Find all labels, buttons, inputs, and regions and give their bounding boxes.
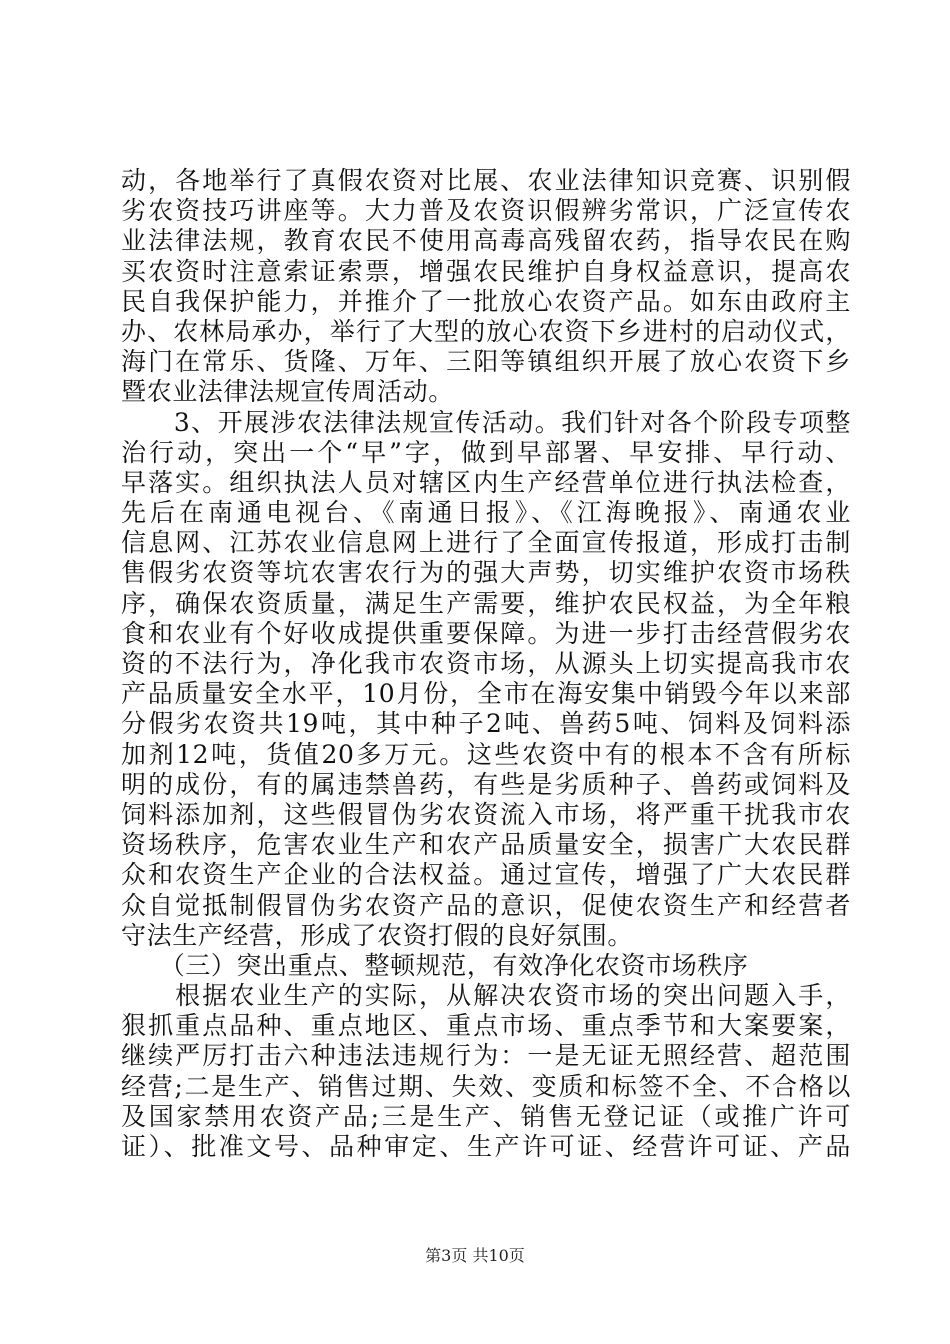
body-line: 及国家禁用农资产品;三是生产、销售无登记证（或推广许可 [121,1101,851,1131]
body-line: 资场秩序，危害农业生产和农产品质量安全，损害广大农民群 [121,830,851,860]
body-line: 分假劣农资共19吨，其中种子2吨、兽药5吨、饲料及饲料添 [121,709,851,739]
body-line: 动，各地举行了真假农资对比展、农业法律知识竞赛、识别假 [121,166,851,195]
document-body [121,166,851,1162]
body-line: 众和农资生产企业的合法权益。通过宣传，增强了广大农民群 [121,860,851,890]
body-line: 民自我保护能力，并推介了一批放心农资产品。如东由政府主 [121,286,851,316]
body-line: 众自觉抵制假冒伪劣农资产品的意识，促使农资生产和经营者 [121,890,851,920]
body-line: 资的不法行为，净化我市农资市场，从源头上切实提高我市农 [121,649,851,678]
section-heading: （三）突出重点、整顿规范，有效净化农资市场秩序 [121,950,749,980]
body-line: 海门在常乐、货隆、万年、三阳等镇组织开展了放心农资下乡 [121,347,851,377]
body-line: 狠抓重点品种、重点地区、重点市场、重点季节和大案要案， [121,1011,851,1041]
body-line: 暨农业法律法规宣传周活动。 [121,377,454,407]
body-line: 食和农业有个好收成提供重要保障。为进一步打击经营假劣农 [121,618,851,648]
page-number: 第3页 共10页 [425,1246,525,1265]
body-line: 早落实。组织执法人员对辖区内生产经营单位进行执法检查， [121,467,851,497]
body-line: 治行动，突出一个“早”字，做到早部署、早安排、早行动、 [121,437,851,467]
body-line: 继续严厉打击六种违法违规行为：一是无证无照经营、超范围 [121,1041,851,1071]
body-line: 序，确保农资质量，满足生产需要，维护农民权益，为全年粮 [121,588,851,618]
body-line: 加剂12吨，货值20多万元。这些农资中有的根本不含有所标 [121,739,851,769]
body-line: 办、农林局承办，举行了大型的放心农资下乡进村的启动仪式， [121,316,851,346]
body-line: 信息网、江苏农业信息网上进行了全面宣传报道，形成打击制 [121,528,851,558]
body-line: 经营;二是生产、销售过期、失效、变质和标签不全、不合格以 [121,1071,851,1101]
body-line: 守法生产经营，形成了农资打假的良好氛围。 [121,920,634,950]
body-line: 售假劣农资等坑农害农行为的强大声势，切实维护农资市场秩 [121,558,851,588]
body-line: 饲料添加剂，这些假冒伪劣农资流入市场，将严重干扰我市农 [121,799,851,829]
body-line: 劣农资技巧讲座等。大力普及农资识假辨劣常识，广泛宣传农 [121,196,851,226]
body-line: 业法律法规，教育农民不使用高毒高残留农药，指导农民在购 [121,226,851,256]
body-line: 买农资时注意索证索票，增强农民维护自身权益意识，提高农 [121,256,851,286]
body-line: 明的成份，有的属违禁兽药，有些是劣质种子、兽药或饲料及 [121,769,851,799]
body-line: 根据农业生产的实际，从解决农资市场的突出问题入手， [121,981,851,1011]
body-line: 先后在南通电视台、《南通日报》、《江海晚报》、南通农业 [121,498,851,528]
body-line: 证）、批准文号、品种审定、生产许可证、经营许可证、产品 [121,1132,851,1161]
body-line: 3、开展涉农法律法规宣传活动。我们针对各个阶段专项整 [121,407,851,437]
body-line: 产品质量安全水平，10月份，全市在海安集中销毁今年以来部 [121,679,851,709]
